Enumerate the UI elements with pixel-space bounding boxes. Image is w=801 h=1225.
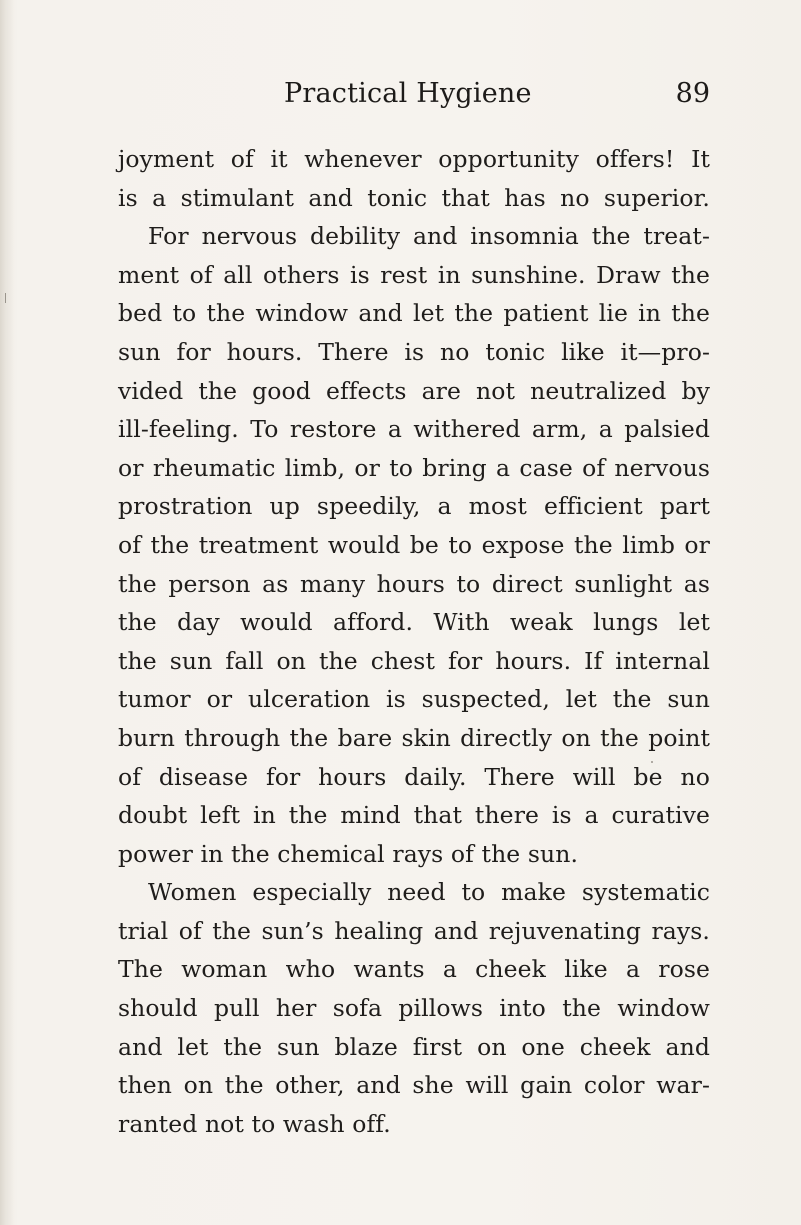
text-line: tumor or ulceration is suspected, let the sun bbox=[118, 685, 710, 714]
paper-speck bbox=[651, 761, 653, 763]
text-line: ill-feeling. To restore a withered arm, a palsied bbox=[118, 415, 710, 444]
text-line: the day would afford. With weak lungs let bbox=[118, 608, 710, 637]
page-gutter-shadow bbox=[0, 0, 14, 1225]
text-line: of the treatment would be to expose the limb or bbox=[118, 530, 710, 559]
text-line: should pull her sofa pillows into the window bbox=[118, 994, 710, 1023]
text-line: For nervous debility and insomnia the treat- bbox=[148, 222, 710, 251]
running-title: Practical Hygiene bbox=[284, 78, 532, 109]
text-line: sun for hours. There is no tonic like it—pro- bbox=[118, 337, 710, 366]
text-line: trial of the sun’s healing and rejuvenating rays. bbox=[118, 916, 710, 945]
text-line: power in the chemical rays of the sun. bbox=[118, 839, 579, 868]
text-line: joyment of it whenever opportunity offers! It bbox=[118, 145, 710, 173]
text-line: the sun fall on the chest for hours. If internal bbox=[118, 646, 710, 675]
text-line: then on the other, and she will gain color war- bbox=[118, 1071, 710, 1100]
running-head bbox=[118, 78, 710, 118]
text-line: burn through the bare skin directly on the point bbox=[118, 723, 710, 752]
text-line: bed to the window and let the patient lie in the bbox=[118, 299, 710, 328]
text-line: or rheumatic limb, or to bring a case of nervous bbox=[118, 453, 710, 482]
text-line: and let the sun blaze first on one cheek and bbox=[118, 1032, 710, 1061]
text-line: Women especially need to make systematic bbox=[148, 878, 710, 907]
body-text bbox=[118, 140, 710, 1143]
text-line: prostration up speedily, a most efficient part bbox=[118, 492, 710, 521]
page-number: 89 bbox=[675, 78, 710, 109]
text-line: the person as many hours to direct sunlight as bbox=[118, 569, 710, 598]
text-line: The woman who wants a cheek like a rose bbox=[118, 955, 710, 984]
text-line: vided the good effects are not neutralized by bbox=[118, 376, 710, 405]
text-line: is a stimulant and tonic that has no superior. bbox=[118, 183, 710, 212]
text-line: ment of all others is rest in sunshine. Draw the bbox=[118, 260, 710, 289]
text-line: doubt left in the mind that there is a curative bbox=[118, 801, 710, 830]
text-line: ranted not to wash off. bbox=[118, 1109, 391, 1138]
text-line: of disease for hours daily. There will be no bbox=[118, 762, 710, 791]
paper-speck bbox=[5, 293, 6, 303]
